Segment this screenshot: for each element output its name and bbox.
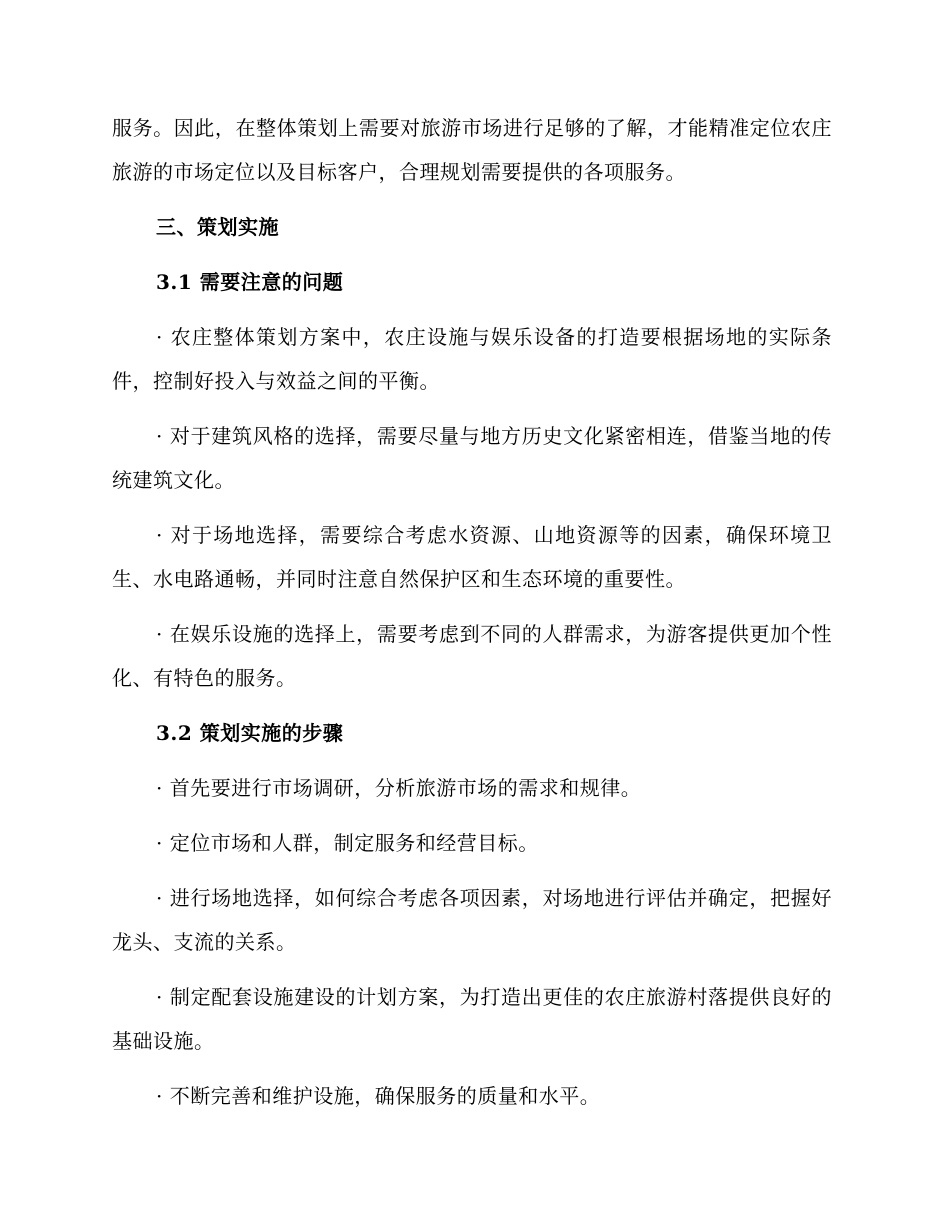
bullet-paragraph-site-selection: · 对于场地选择，需要综合考虑水资源、山地资源等的因素，确保环境卫生、水电路通畅，并同时注意自然保护区和生态环境的重要性。 [112,523,832,591]
bullet-paragraph-architecture-style: · 对于建筑风格的选择，需要尽量与地方历史文化紧密相连，借鉴当地的传统建筑文化。 [112,424,832,492]
bullet-paragraph-facilities-balance: · 农庄整体策划方案中，农庄设施与娱乐设备的打造要根据场地的实际条件，控制好投入与效益之间的平衡。 [112,325,832,393]
bullet-paragraph-positioning: · 定位市场和人群，制定服务和经营目标。 [156,831,539,855]
subsection-heading-issues: 3.1 需要注意的问题 [156,270,344,294]
document-body [112,106,832,1129]
bullet-paragraph-maintenance: · 不断完善和维护设施，确保服务的质量和水平。 [156,1084,601,1108]
bullet-paragraph-infrastructure-plan: · 制定配套设施建设的计划方案，为打造出更佳的农庄旅游村落提供良好的基础设施。 [112,985,832,1053]
bullet-paragraph-entertainment: · 在娱乐设施的选择上，需要考虑到不同的人群需求，为游客提供更加个性化、有特色的服务。 [112,622,832,690]
paragraph-intro-continuation: 服务。因此，在整体策划上需要对旅游市场进行足够的了解，才能精准定位农庄旅游的市场定位以及目标客户，合理规划需要提供的各项服务。 [112,116,832,184]
subsection-heading-steps: 3.2 策划实施的步骤 [156,721,344,745]
bullet-paragraph-market-research: · 首先要进行市场调研，分析旅游市场的需求和规律。 [156,776,642,800]
section-heading-planning-implementation: 三、策划实施 [156,215,279,239]
bullet-paragraph-site-evaluation: · 进行场地选择，如何综合考虑各项因素，对场地进行评估并确定，把握好龙头、支流的关系。 [112,886,832,954]
